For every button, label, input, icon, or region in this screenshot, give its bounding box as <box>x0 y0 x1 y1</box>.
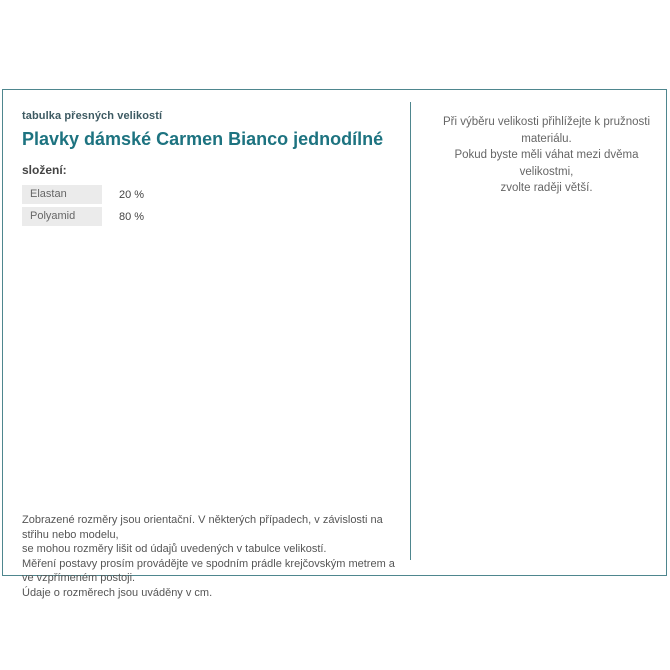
material-name-cell: Polyamid <box>22 207 102 226</box>
product-info-column <box>3 90 410 599</box>
size-advice-text <box>433 114 660 197</box>
table-row <box>22 207 410 226</box>
disclaimer-line: Údaje o rozměrech jsou uváděny v cm. <box>22 586 213 599</box>
disclaimer-line: se mohou rozměry lišit od údajů uvedených v tabulce velikostí. <box>22 543 327 555</box>
size-advice-line: Při výběru velikosti přihlížejte k pružnosti materiálu. <box>442 116 651 145</box>
size-table-panel <box>2 89 667 599</box>
table-row <box>22 185 410 204</box>
size-advice-column <box>411 90 666 575</box>
material-name-cell: Elastan <box>22 185 102 204</box>
composition-table <box>22 185 410 226</box>
product-title: Plavky dámské Carmen Bianco jednodílné <box>22 129 384 149</box>
section-label: tabulka přesných velikostí <box>22 110 163 122</box>
size-advice-line: zvolte raději větší. <box>500 182 593 194</box>
size-advice-line: Pokud byste měli váhat mezi dvěma velikostmi, <box>454 149 639 178</box>
material-percent-cell: 80 % <box>119 210 145 223</box>
composition-heading: složení: <box>22 163 67 177</box>
disclaimer-line: Měření postavy prosím provádějte ve spodním prádle krejčovským metrem a ve vzpřímeném postoji. <box>22 557 395 584</box>
disclaimer-line: Zobrazené rozměry jsou orientační. V některých případech, v závislosti na střihu nebo modelu, <box>22 514 383 541</box>
material-percent-cell: 20 % <box>119 188 145 201</box>
measurement-disclaimer <box>22 513 402 600</box>
